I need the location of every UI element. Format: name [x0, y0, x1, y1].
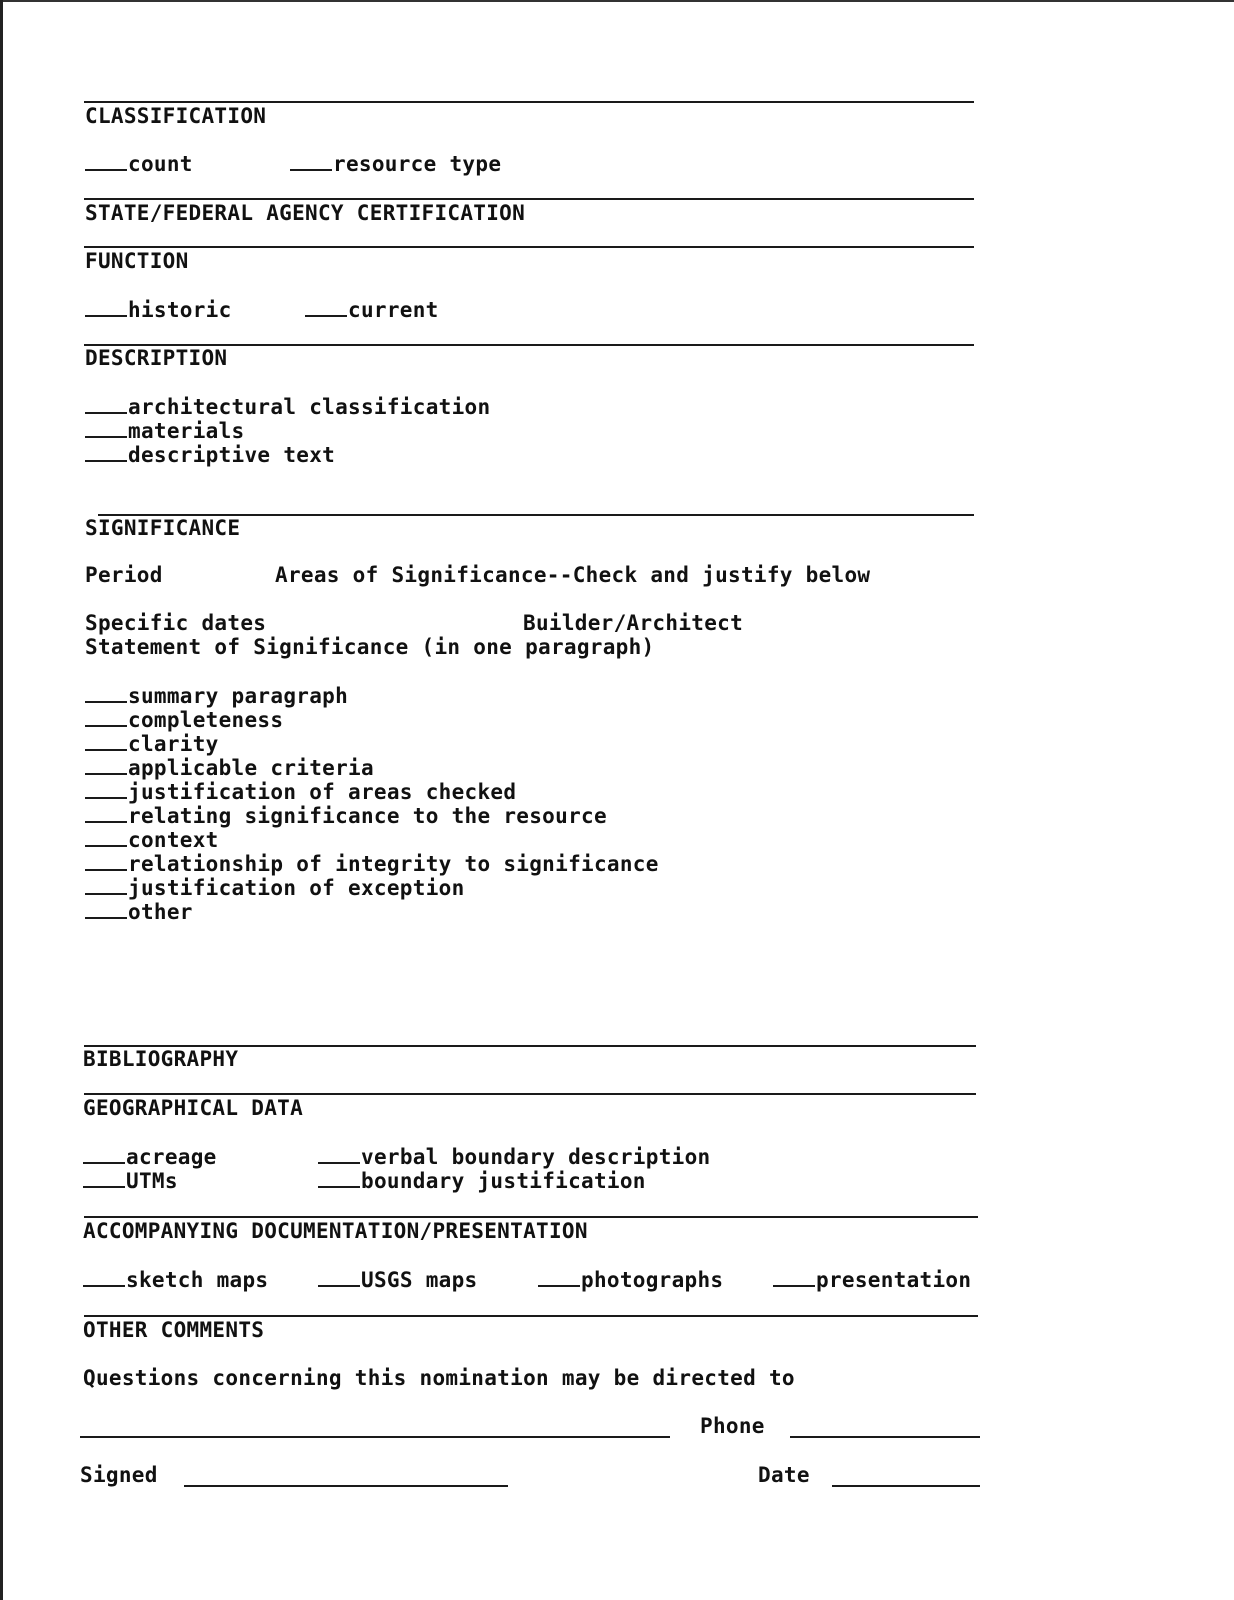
- checklist-item[interactable]: historic: [85, 297, 232, 322]
- section-rule: [84, 1315, 978, 1317]
- checklist-item[interactable]: applicable criteria: [85, 755, 374, 780]
- checklist-item[interactable]: materials: [85, 418, 245, 443]
- check-blank[interactable]: [83, 1267, 125, 1287]
- check-blank[interactable]: [318, 1144, 360, 1164]
- section-rule: [84, 1216, 978, 1218]
- section-rule: [84, 246, 974, 248]
- checklist-item[interactable]: completeness: [85, 707, 283, 732]
- period-label: Period: [85, 563, 163, 587]
- signature-line[interactable]: [184, 1485, 508, 1487]
- check-blank[interactable]: [85, 418, 127, 438]
- check-blank[interactable]: [85, 683, 127, 703]
- questions-text: Questions concerning this nomination may be directed to: [83, 1366, 795, 1390]
- classification-heading: CLASSIFICATION: [85, 104, 267, 128]
- check-blank[interactable]: [85, 297, 127, 317]
- check-blank[interactable]: [538, 1267, 580, 1287]
- description-heading: DESCRIPTION: [85, 346, 228, 370]
- section-rule: [84, 1093, 976, 1095]
- checklist-item[interactable]: acreage: [83, 1144, 217, 1169]
- checklist-item[interactable]: presentation: [773, 1267, 971, 1292]
- check-blank[interactable]: [85, 851, 127, 871]
- checklist-item[interactable]: clarity: [85, 731, 219, 756]
- check-blank[interactable]: [85, 394, 127, 414]
- checklist-item[interactable]: photographs: [538, 1267, 723, 1292]
- checklist-item[interactable]: summary paragraph: [85, 683, 348, 708]
- scan-top-edge: [0, 0, 1234, 2]
- checklist-item[interactable]: relating significance to the resource: [85, 803, 607, 828]
- bibliography-heading: BIBLIOGRAPHY: [83, 1047, 239, 1071]
- check-blank[interactable]: [83, 1168, 125, 1188]
- geographical-heading: GEOGRAPHICAL DATA: [83, 1096, 304, 1120]
- check-blank[interactable]: [85, 779, 127, 799]
- areas-label: Areas of Significance--Check and justify below: [275, 563, 871, 587]
- builder-architect-label: Builder/Architect: [523, 611, 744, 635]
- check-blank[interactable]: [85, 151, 127, 171]
- phone-label: Phone: [700, 1414, 765, 1438]
- function-heading: FUNCTION: [85, 249, 189, 273]
- check-blank[interactable]: [773, 1267, 815, 1287]
- date-label: Date: [758, 1463, 810, 1487]
- statement-label: Statement of Significance (in one paragraph): [85, 635, 655, 659]
- checklist-item[interactable]: justification of areas checked: [85, 779, 516, 804]
- check-blank[interactable]: [85, 803, 127, 823]
- significance-heading: SIGNIFICANCE: [85, 516, 241, 540]
- checklist-item[interactable]: verbal boundary description: [318, 1144, 710, 1169]
- documentation-heading: ACCOMPANYING DOCUMENTATION/PRESENTATION: [83, 1219, 588, 1243]
- checklist-item[interactable]: justification of exception: [85, 875, 465, 900]
- checklist-item[interactable]: UTMs: [83, 1168, 178, 1193]
- check-blank[interactable]: [85, 899, 127, 919]
- check-blank[interactable]: [290, 151, 332, 171]
- checklist-item[interactable]: resource type: [290, 151, 501, 176]
- checklist-item[interactable]: descriptive text: [85, 442, 335, 467]
- signed-label: Signed: [80, 1463, 158, 1487]
- scan-left-edge: [0, 0, 3, 1600]
- section-rule: [84, 198, 974, 200]
- check-blank[interactable]: [85, 755, 127, 775]
- date-line[interactable]: [832, 1485, 980, 1487]
- contact-name-line[interactable]: [80, 1436, 670, 1438]
- check-blank[interactable]: [85, 731, 127, 751]
- comments-heading: OTHER COMMENTS: [83, 1318, 265, 1342]
- check-blank[interactable]: [85, 442, 127, 462]
- section-rule: [84, 101, 974, 103]
- check-blank[interactable]: [318, 1267, 360, 1287]
- checklist-item[interactable]: count: [85, 151, 193, 176]
- checklist-item[interactable]: architectural classification: [85, 394, 490, 419]
- checklist-item[interactable]: other: [85, 899, 193, 924]
- checklist-item[interactable]: current: [305, 297, 439, 322]
- checklist-item[interactable]: sketch maps: [83, 1267, 268, 1292]
- checklist-item[interactable]: context: [85, 827, 219, 852]
- check-blank[interactable]: [85, 875, 127, 895]
- check-blank[interactable]: [85, 707, 127, 727]
- checklist-item[interactable]: relationship of integrity to significance: [85, 851, 659, 876]
- check-blank[interactable]: [305, 297, 347, 317]
- check-blank[interactable]: [318, 1168, 360, 1188]
- check-blank[interactable]: [85, 827, 127, 847]
- specific-dates-label: Specific dates: [85, 611, 267, 635]
- checklist-item[interactable]: USGS maps: [318, 1267, 478, 1292]
- check-blank[interactable]: [83, 1144, 125, 1164]
- certification-heading: STATE/FEDERAL AGENCY CERTIFICATION: [85, 201, 526, 225]
- phone-line[interactable]: [790, 1436, 980, 1438]
- checklist-item[interactable]: boundary justification: [318, 1168, 646, 1193]
